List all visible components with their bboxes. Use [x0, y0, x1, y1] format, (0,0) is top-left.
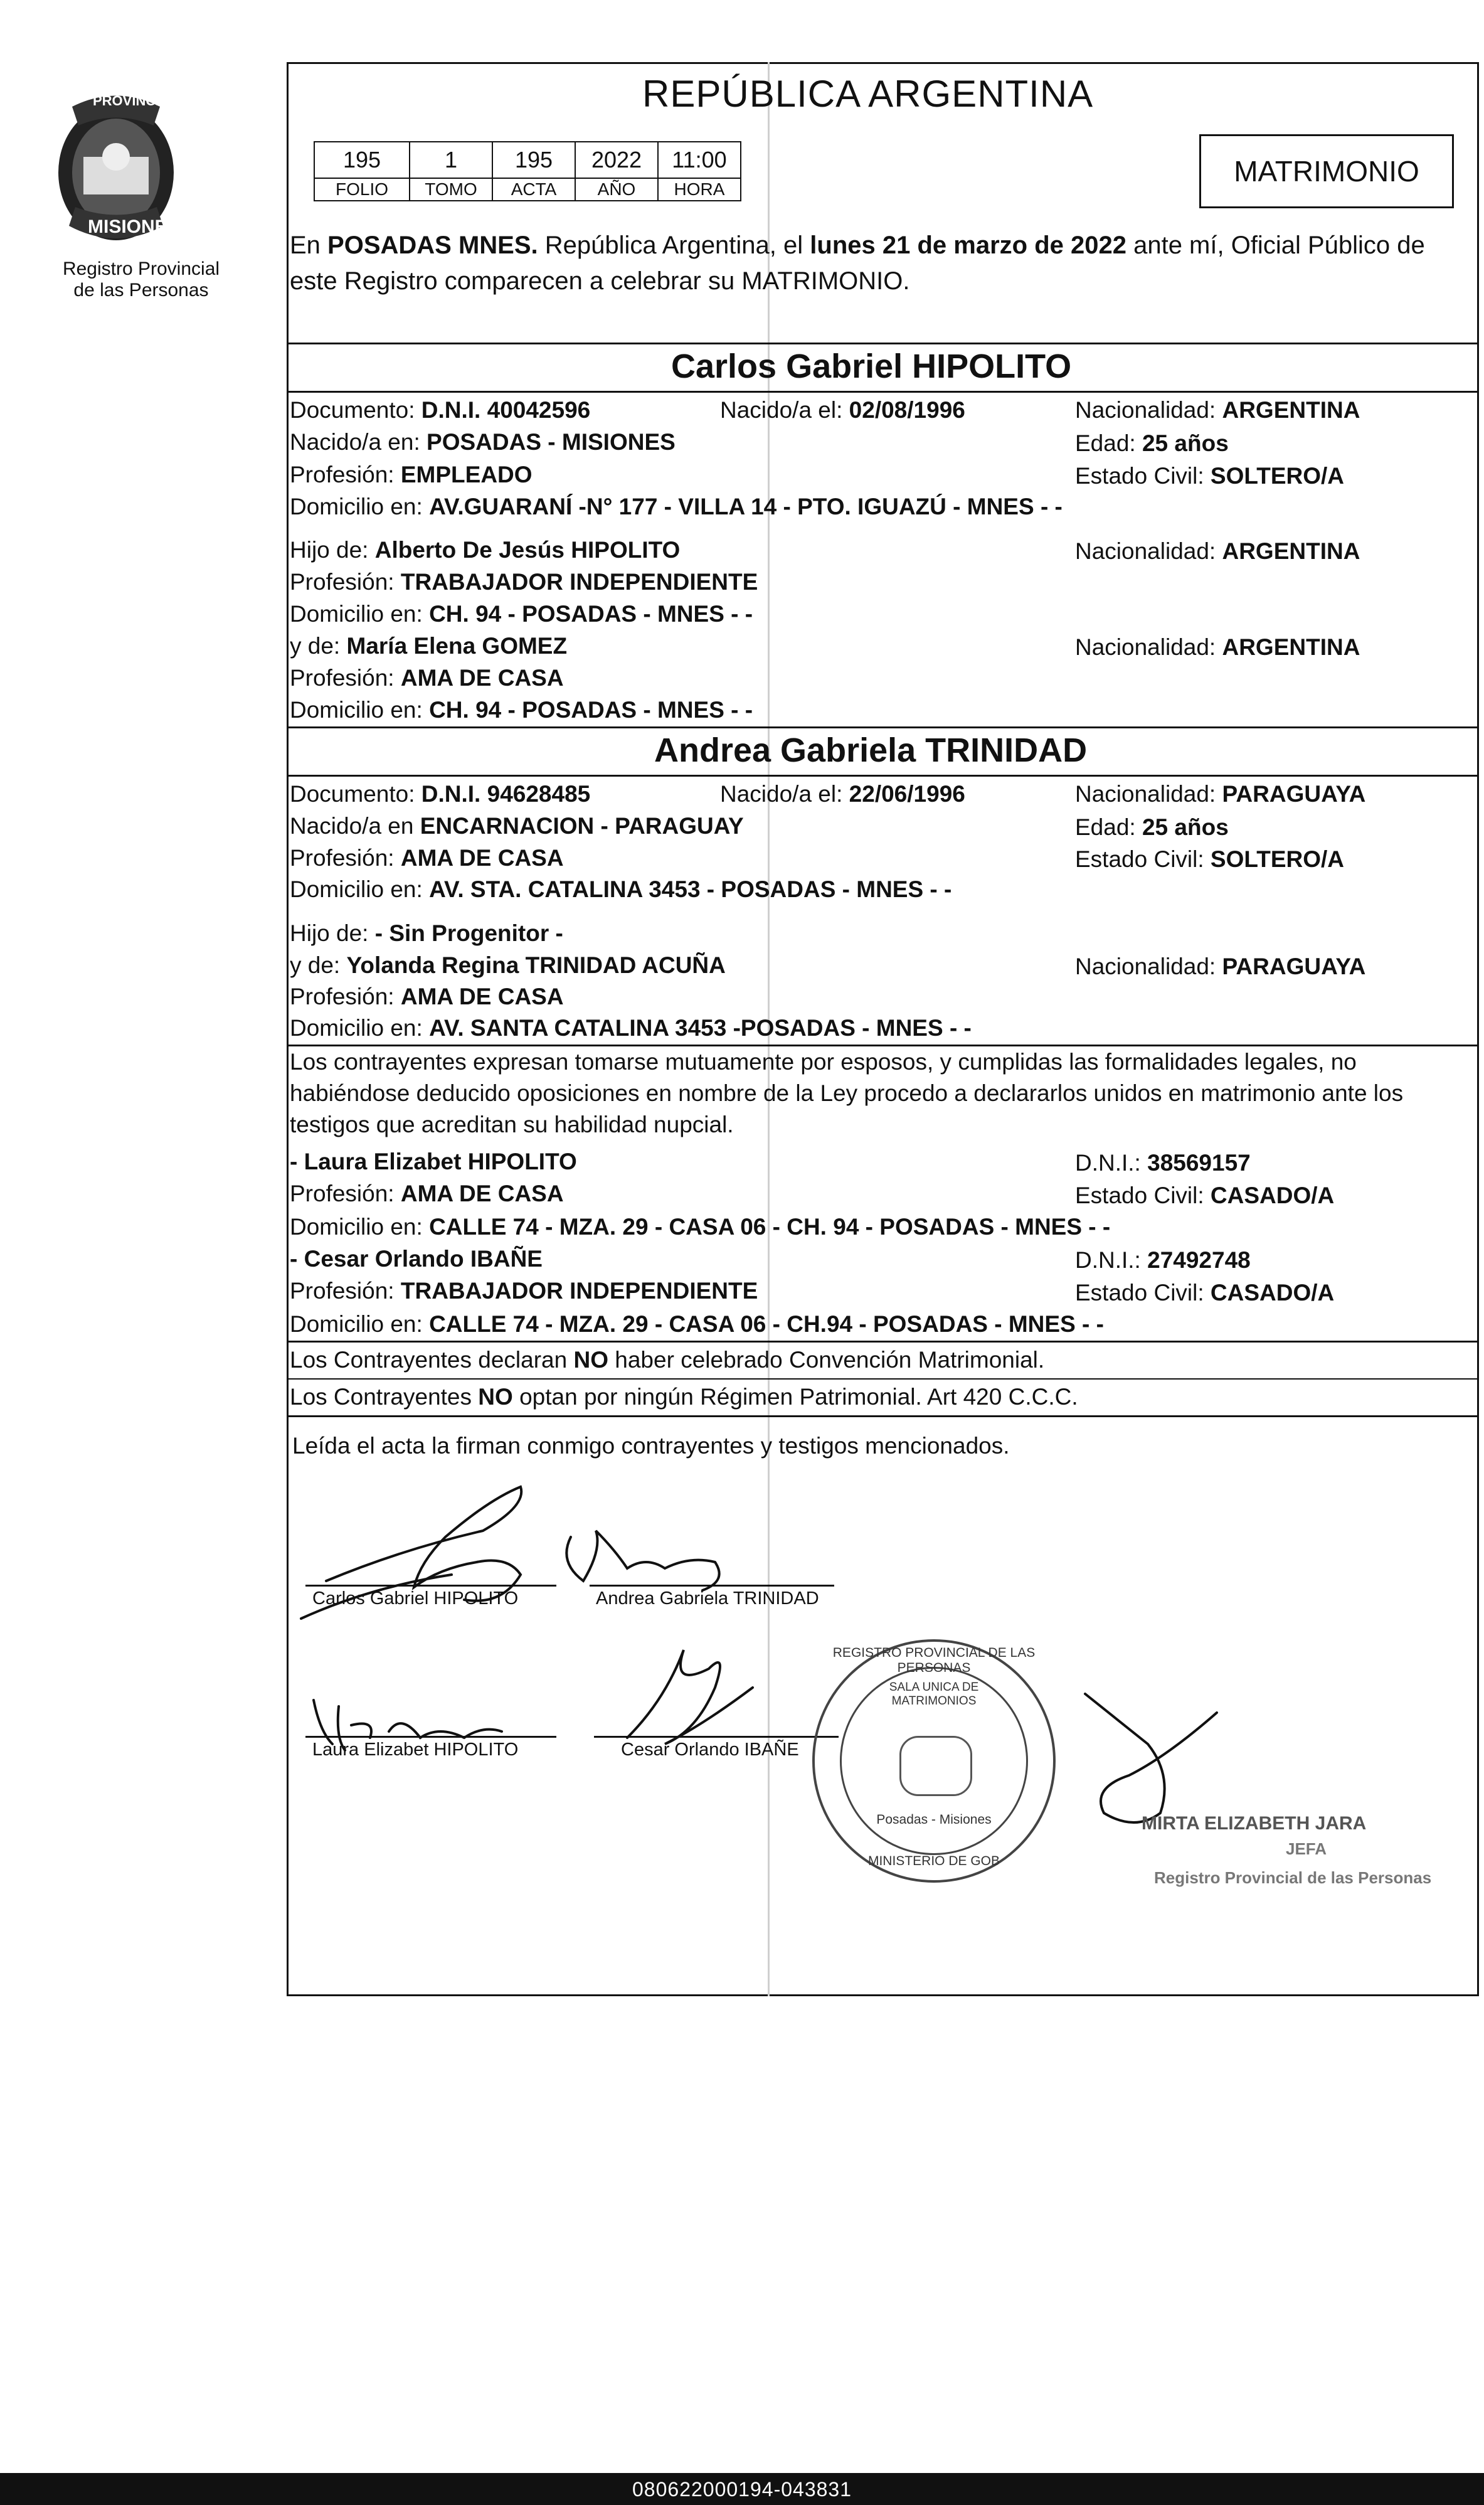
registry-value-tomo: 1 [410, 142, 492, 178]
bride-mother-nationality: Nacionalidad: PARAGUAYA [1075, 954, 1366, 979]
registry-label-tomo: TOMO [410, 178, 492, 201]
witness1-name: - Laura Elizabet HIPOLITO [290, 1149, 577, 1174]
divider [287, 775, 1479, 777]
witness2-civil-status: Estado Civil: CASADO/A [1075, 1280, 1335, 1306]
registry-caption-line1: Registro Provincial [62, 258, 220, 279]
bride-birth-date: Nacido/a el: 22/06/1996 [720, 781, 965, 807]
registry-label-ano: AÑO [575, 178, 658, 201]
registry-value-hora: 11:00 [658, 142, 741, 178]
witness2-profession: Profesión: TRABAJADOR INDEPENDIENTE [290, 1278, 758, 1304]
intro-text-2: República Argentina, el [538, 231, 810, 259]
bride-name: Andrea Gabriela TRINIDAD [654, 731, 1088, 769]
signature-bride [566, 1531, 719, 1590]
registry-label-acta: ACTA [492, 178, 575, 201]
intro-text-3: ante mí, Oficial Público de este Registro comparecen a celebrar su MATRIMONIO. [290, 231, 1425, 295]
groom-father-address: Domicilio en: CH. 94 - POSADAS - MNES - - [290, 601, 753, 627]
bride-birth-place: Nacido/a en ENCARNACION - PARAGUAY [290, 813, 744, 839]
signature-groom-stroke [301, 1575, 452, 1619]
witness1-dni: D.N.I.: 38569157 [1075, 1150, 1251, 1176]
bride-civil-status: Estado Civil: SOLTERO/A [1075, 846, 1345, 872]
signature-label-witness2: Cesar Orlando IBAÑE [621, 1740, 799, 1760]
seal-ministry-text: MINISTERIO DE GOB [867, 1854, 1000, 1868]
witness1-civil-status: Estado Civil: CASADO/A [1075, 1183, 1335, 1208]
bride-mother-address: Domicilio en: AV. SANTA CATALINA 3453 -POSADAS - MNES - - [290, 1015, 972, 1041]
witness2-name: - Cesar Orlando IBAÑE [290, 1246, 543, 1272]
seal-inner-text: SALA UNICA DE MATRIMONIOS [889, 1681, 979, 1708]
divider [287, 391, 1479, 393]
groom-civil-status: Estado Civil: SOLTERO/A [1075, 463, 1345, 489]
witness2-address: Domicilio en: CALLE 74 - MZA. 29 - CASA 06 - CH.94 - POSADAS - MNES - - [290, 1311, 1104, 1337]
emblem-text-top: PROVINCIA DE [93, 93, 193, 109]
intro-paragraph [290, 228, 1475, 299]
convention-statement: Los Contrayentes declaran NO haber celebrado Convención Matrimonial. [290, 1347, 1045, 1373]
groom-mother-address: Domicilio en: CH. 94 - POSADAS - MNES - - [290, 697, 753, 723]
divider [287, 1341, 1479, 1343]
registry-caption-line2: de las Personas [73, 280, 209, 300]
bride-profession: Profesión: AMA DE CASA [290, 845, 564, 871]
intro-date: lunes 21 de marzo de 2022 [810, 231, 1126, 259]
signature-label-groom: Carlos Gabriel HIPOLITO [312, 1588, 519, 1609]
page-title: REPÚBLICA ARGENTINA [642, 73, 1094, 115]
closing-statement: Leída el acta la firman conmigo contrayentes y testigos mencionados. [292, 1433, 1010, 1459]
groom-birth-place: Nacido/a en: POSADAS - MISIONES [290, 429, 676, 455]
official-stamp-line1: MIRTA ELIZABETH JARA [1142, 1813, 1367, 1834]
registry-value-folio: 195 [314, 142, 410, 178]
witness1-profession: Profesión: AMA DE CASA [290, 1181, 564, 1206]
registry-label-folio: FOLIO [314, 178, 410, 201]
official-stamp-line2: JEFA [1286, 1839, 1327, 1858]
registry-caption [50, 258, 232, 301]
groom-mother-profession: Profesión: AMA DE CASA [290, 665, 564, 691]
groom-birth-date: Nacido/a el: 02/08/1996 [720, 397, 965, 423]
declaration-paragraph: Los contrayentes expresan tomarse mutuamente por esposos, y cumplidas las formalidades legales, no habiéndose deducido oposiciones en nombre de la Ley procedo a declararlos unidos en matrimonio ante los testigos que acreditan su habilidad nupcial. [290, 1049, 1404, 1137]
divider [287, 1378, 1479, 1380]
bride-father: Hijo de: - Sin Progenitor - [290, 920, 563, 946]
certificate-type-box: MATRIMONIO [1199, 134, 1454, 208]
registry-seal [812, 1639, 1056, 1883]
witness1-address: Domicilio en: CALLE 74 - MZA. 29 - CASA 06 - CH. 94 - POSADAS - MNES - - [290, 1214, 1111, 1240]
registry-value-ano: 2022 [575, 142, 658, 178]
signature-label-bride: Andrea Gabriela TRINIDAD [596, 1588, 819, 1609]
bride-age: Edad: 25 años [1075, 814, 1229, 840]
groom-age: Edad: 25 años [1075, 430, 1229, 456]
divider [287, 1415, 1479, 1417]
witness2-dni: D.N.I.: 27492748 [1075, 1247, 1251, 1273]
groom-nationality: Nacionalidad: ARGENTINA [1075, 397, 1360, 423]
bride-document: Documento: D.N.I. 94628485 [290, 781, 591, 807]
bride-mother-profession: Profesión: AMA DE CASA [290, 984, 564, 1009]
groom-mother-nationality: Nacionalidad: ARGENTINA [1075, 634, 1360, 660]
bride-address: Domicilio en: AV. STA. CATALINA 3453 - POSADAS - MNES - - [290, 876, 952, 902]
regime-statement: Los Contrayentes NO optan por ningún Régimen Patrimonial. Art 420 C.C.C. [290, 1384, 1078, 1410]
groom-father-nationality: Nacionalidad: ARGENTINA [1075, 538, 1360, 564]
bride-mother: y de: Yolanda Regina TRINIDAD ACUÑA [290, 952, 726, 978]
intro-place: POSADAS MNES. [327, 231, 538, 259]
seal-text: REGISTRO PROVINCIAL DE LAS PERSONAS [832, 1646, 1036, 1675]
registry-label-hora: HORA [658, 178, 741, 201]
signature-witness1 [314, 1700, 502, 1750]
intro-text-1: En [290, 231, 328, 259]
groom-name: Carlos Gabriel HIPOLITO [671, 348, 1072, 385]
divider [287, 343, 1479, 344]
signature-label-witness1: Laura Elizabet HIPOLITO [312, 1740, 519, 1760]
barcode-number: 080622000194-043831 [632, 2478, 852, 2501]
seal-bottom-text: Posadas - Misiones [876, 1812, 992, 1827]
groom-father-profession: Profesión: TRABAJADOR INDEPENDIENTE [290, 569, 758, 595]
registry-table [314, 141, 741, 201]
signature-witness2 [627, 1650, 753, 1744]
groom-mother: y de: María Elena GOMEZ [290, 633, 568, 659]
groom-father: Hijo de: Alberto De Jesús HIPOLITO [290, 537, 681, 563]
groom-profession: Profesión: EMPLEADO [290, 462, 533, 487]
groom-document: Documento: D.N.I. 40042596 [290, 397, 591, 423]
official-stamp-line3: Registro Provincial de las Personas [1154, 1868, 1432, 1887]
registry-value-acta: 195 [492, 142, 575, 178]
divider [287, 726, 1479, 728]
signature-groom [326, 1487, 521, 1601]
bride-nationality: Nacionalidad: PARAGUAYA [1075, 781, 1366, 807]
seal-emblem-icon [899, 1736, 972, 1796]
emblem-text-bottom: MISIONES [88, 216, 180, 237]
groom-address: Domicilio en: AV.GUARANÍ -N° 177 - VILLA 14 - PTO. IGUAZÚ - MNES - - [290, 494, 1063, 519]
signature-official [1085, 1694, 1217, 1822]
